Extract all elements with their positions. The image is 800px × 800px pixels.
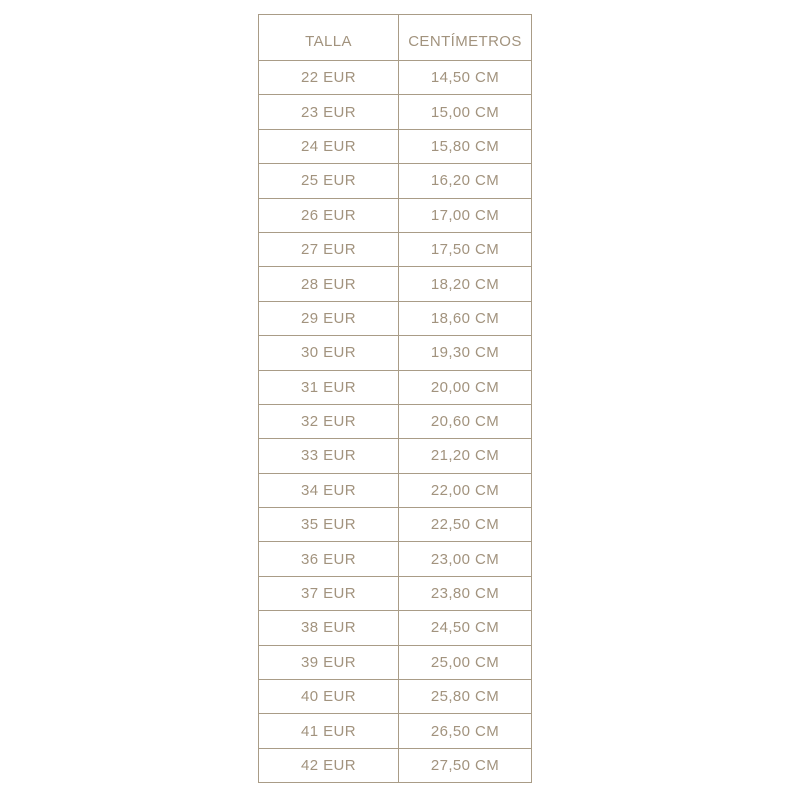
table-row — [259, 542, 532, 576]
size-cell: 27 EUR — [259, 232, 399, 266]
size-table-body — [259, 61, 532, 783]
centimeters-cell: 21,20 CM — [399, 439, 532, 473]
table-row — [259, 232, 532, 266]
centimeters-cell: 22,50 CM — [399, 508, 532, 542]
size-cell: 32 EUR — [259, 404, 399, 438]
centimeters-cell: 17,50 CM — [399, 232, 532, 266]
centimeters-cell: 18,20 CM — [399, 267, 532, 301]
table-row — [259, 714, 532, 748]
table-header-row — [259, 15, 532, 61]
centimeters-cell: 25,00 CM — [399, 645, 532, 679]
size-cell: 34 EUR — [259, 473, 399, 507]
size-cell: 35 EUR — [259, 508, 399, 542]
size-cell: 39 EUR — [259, 645, 399, 679]
centimeters-cell: 15,00 CM — [399, 95, 532, 129]
size-cell: 26 EUR — [259, 198, 399, 232]
size-cell: 24 EUR — [259, 129, 399, 163]
centimeters-cell: 19,30 CM — [399, 336, 532, 370]
centimeters-cell: 23,80 CM — [399, 576, 532, 610]
table-row — [259, 748, 532, 782]
table-row — [259, 611, 532, 645]
table-row — [259, 645, 532, 679]
table-row — [259, 473, 532, 507]
size-cell: 29 EUR — [259, 301, 399, 335]
centimeters-cell: 25,80 CM — [399, 680, 532, 714]
table-row — [259, 267, 532, 301]
size-cell: 41 EUR — [259, 714, 399, 748]
centimeters-cell: 15,80 CM — [399, 129, 532, 163]
table-row — [259, 336, 532, 370]
size-cell: 40 EUR — [259, 680, 399, 714]
table-row — [259, 95, 532, 129]
size-cell: 42 EUR — [259, 748, 399, 782]
table-row — [259, 61, 532, 95]
size-cell: 36 EUR — [259, 542, 399, 576]
size-cell: 25 EUR — [259, 164, 399, 198]
size-cell: 23 EUR — [259, 95, 399, 129]
table-row — [259, 164, 532, 198]
centimeters-cell: 27,50 CM — [399, 748, 532, 782]
table-row — [259, 680, 532, 714]
centimeters-cell: 22,00 CM — [399, 473, 532, 507]
column-header-talla: TALLA — [259, 15, 399, 61]
centimeters-cell: 26,50 CM — [399, 714, 532, 748]
table-row — [259, 198, 532, 232]
centimeters-cell: 17,00 CM — [399, 198, 532, 232]
centimeters-cell: 24,50 CM — [399, 611, 532, 645]
centimeters-cell: 23,00 CM — [399, 542, 532, 576]
table-row — [259, 370, 532, 404]
centimeters-cell: 20,60 CM — [399, 404, 532, 438]
size-cell: 28 EUR — [259, 267, 399, 301]
centimeters-cell: 20,00 CM — [399, 370, 532, 404]
size-cell: 30 EUR — [259, 336, 399, 370]
column-header-centimetros: CENTÍMETROS — [399, 15, 532, 61]
table-row — [259, 439, 532, 473]
size-cell: 37 EUR — [259, 576, 399, 610]
centimeters-cell: 18,60 CM — [399, 301, 532, 335]
size-table — [258, 14, 532, 783]
centimeters-cell: 16,20 CM — [399, 164, 532, 198]
table-row — [259, 576, 532, 610]
table-row — [259, 508, 532, 542]
table-row — [259, 129, 532, 163]
size-cell: 22 EUR — [259, 61, 399, 95]
table-row — [259, 404, 532, 438]
size-cell: 38 EUR — [259, 611, 399, 645]
centimeters-cell: 14,50 CM — [399, 61, 532, 95]
table-row — [259, 301, 532, 335]
size-cell: 31 EUR — [259, 370, 399, 404]
size-cell: 33 EUR — [259, 439, 399, 473]
